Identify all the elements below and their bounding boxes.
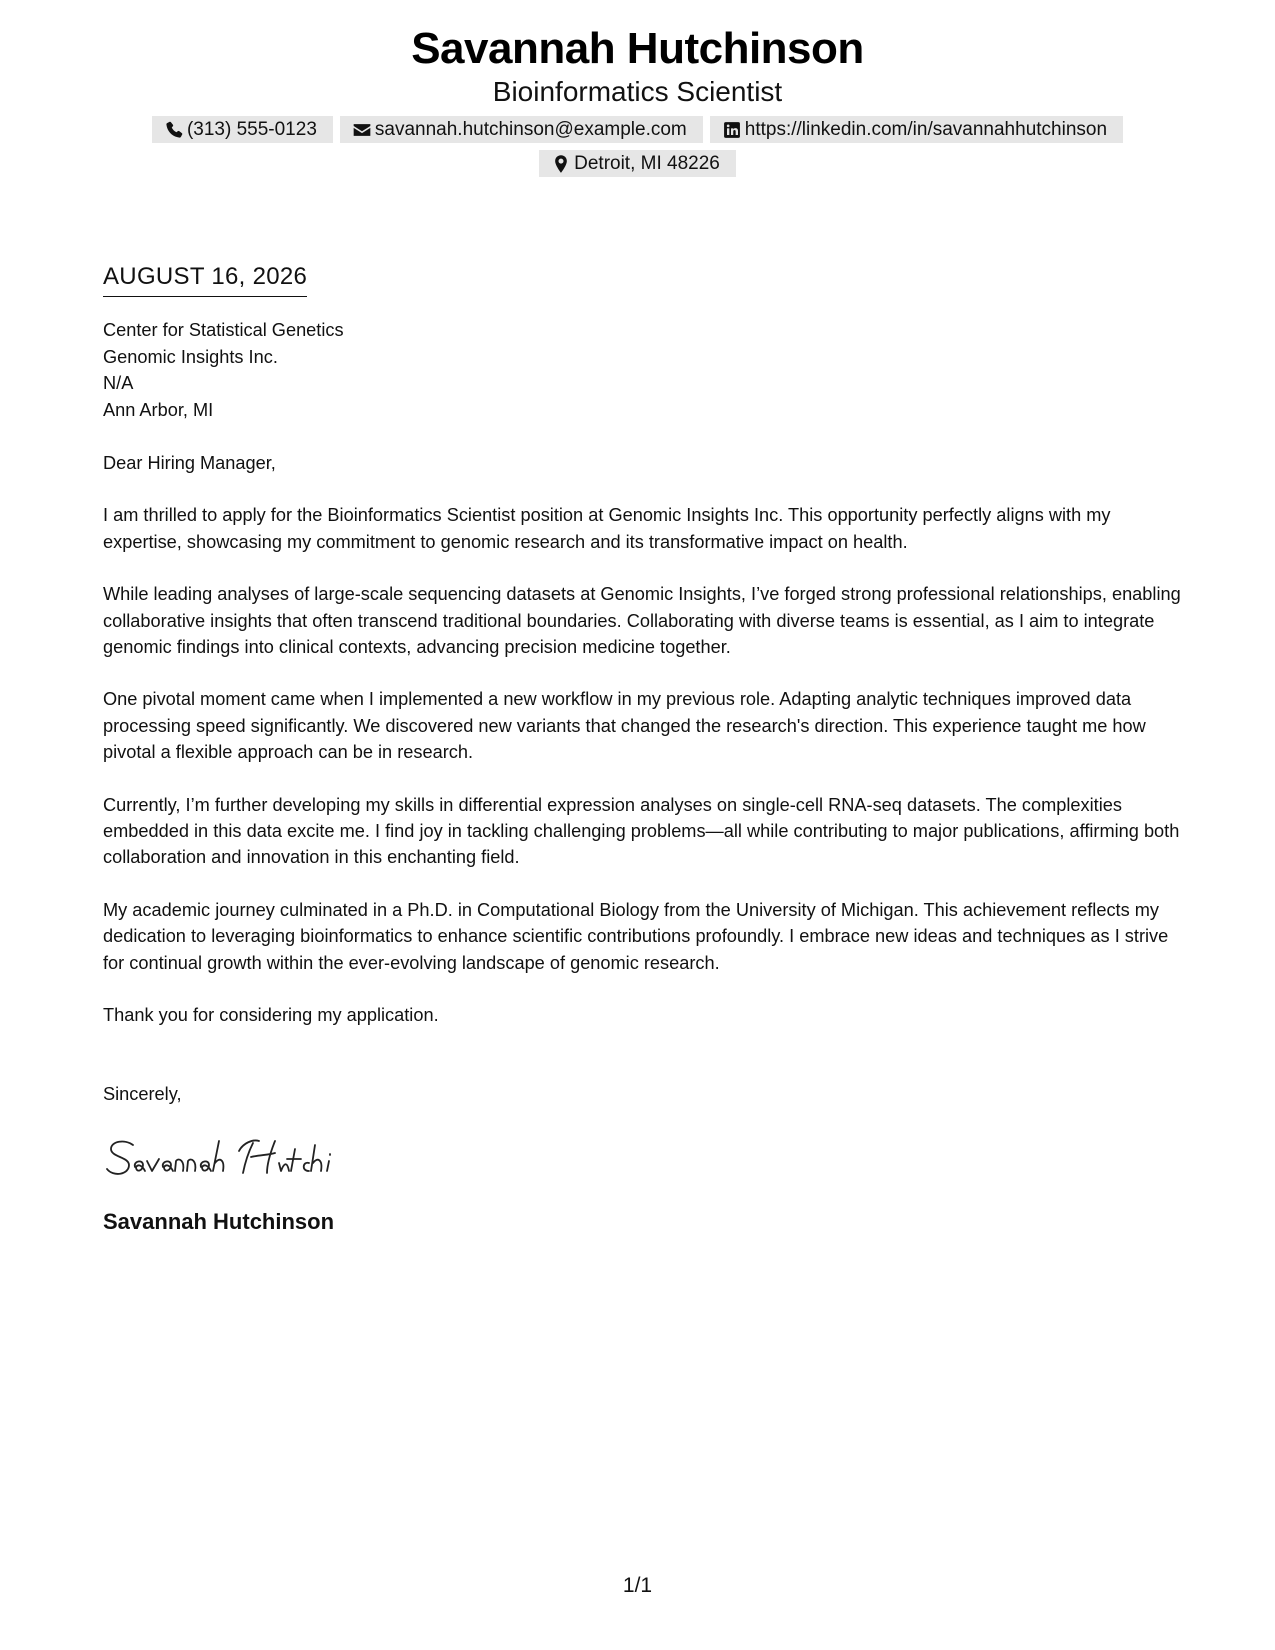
contact-email bbox=[340, 116, 703, 143]
letter-body bbox=[103, 262, 1183, 1235]
recipient-block bbox=[103, 317, 1183, 423]
paragraph-2: While leading analyses of large-scale sequencing datasets at Genomic Insights, I’ve forged strong professional relationships, enabling collaborative insights that often transcend traditional boundaries. Collaborating with diverse teams is essential, as I aim to integrate genomic findings into clinical contexts, advancing precision medicine together. bbox=[103, 584, 1181, 658]
contact-linkedin bbox=[710, 116, 1123, 143]
linkedin-link[interactable]: https://linkedin.com/in/savannahhutchinson bbox=[744, 118, 1108, 140]
recipient-address: N/A bbox=[103, 373, 134, 393]
linkedin-icon bbox=[722, 120, 742, 140]
letter-header bbox=[0, 22, 1275, 177]
paragraph-1: I am thrilled to apply for the Bioinformatics Scientist position at Genomic Insights Inc. This opportunity perfectly aligns with my expertise, showcasing my commitment to genomic research and its transformative impact on health. bbox=[103, 505, 1111, 552]
envelope-icon bbox=[352, 120, 372, 140]
map-pin-icon bbox=[551, 154, 571, 174]
contact-location bbox=[539, 150, 736, 177]
phone-icon bbox=[164, 120, 184, 140]
location-text: Detroit, MI 48226 bbox=[574, 152, 720, 174]
applicant-role: Bioinformatics Scientist bbox=[492, 76, 783, 107]
email-link[interactable]: savannah.hutchinson@example.com bbox=[374, 118, 687, 140]
handwritten-signature bbox=[103, 1133, 363, 1183]
contact-row bbox=[0, 116, 1275, 143]
paragraph-4: Currently, I’m further developing my skills in differential expression analyses on single-cell RNA-seq datasets. The complexities embedded in this data excite me. I find joy in tackling challenging problems—all while contributing to major publications, affirming both collaboration and innovation in this enchanting field. bbox=[103, 794, 1180, 868]
recipient-city: Ann Arbor, MI bbox=[103, 399, 214, 420]
signature-image bbox=[103, 1133, 363, 1183]
paragraph-3: One pivotal moment came when I implemented a new workflow in my previous role. Adapting analytic techniques improved data processing speed significantly. We discovered new variants that changed the research's direction. This experience taught me how pivotal a flexible approach can be in research. bbox=[103, 689, 1146, 763]
closing-thanks: Thank you for considering my application. bbox=[103, 1005, 439, 1026]
page-number: 1/1 bbox=[622, 1574, 653, 1597]
closing: Sincerely, bbox=[103, 1083, 182, 1104]
applicant-name: Savannah Hutchinson bbox=[411, 24, 864, 73]
recipient-department: Center for Statistical Genetics bbox=[103, 320, 344, 340]
signer-name: Savannah Hutchinson bbox=[103, 1208, 335, 1234]
letter-date: AUGUST 16, 2026 bbox=[103, 262, 307, 297]
contact-phone bbox=[152, 116, 333, 143]
phone-text: (313) 555-0123 bbox=[186, 118, 317, 140]
contact-row-2 bbox=[0, 150, 1275, 177]
recipient-company: Genomic Insights Inc. bbox=[103, 346, 278, 367]
paragraph-5: My academic journey culminated in a Ph.D. in Computational Biology from the University of Michigan. This achievement reflects my dedication to leveraging bioinformatics to enhance scientific contributions profoundly. I embrace new ideas and techniques as I strive for continual growth within the ever-evolving landscape of genomic research. bbox=[103, 899, 1169, 973]
salutation: Dear Hiring Manager, bbox=[103, 453, 276, 473]
